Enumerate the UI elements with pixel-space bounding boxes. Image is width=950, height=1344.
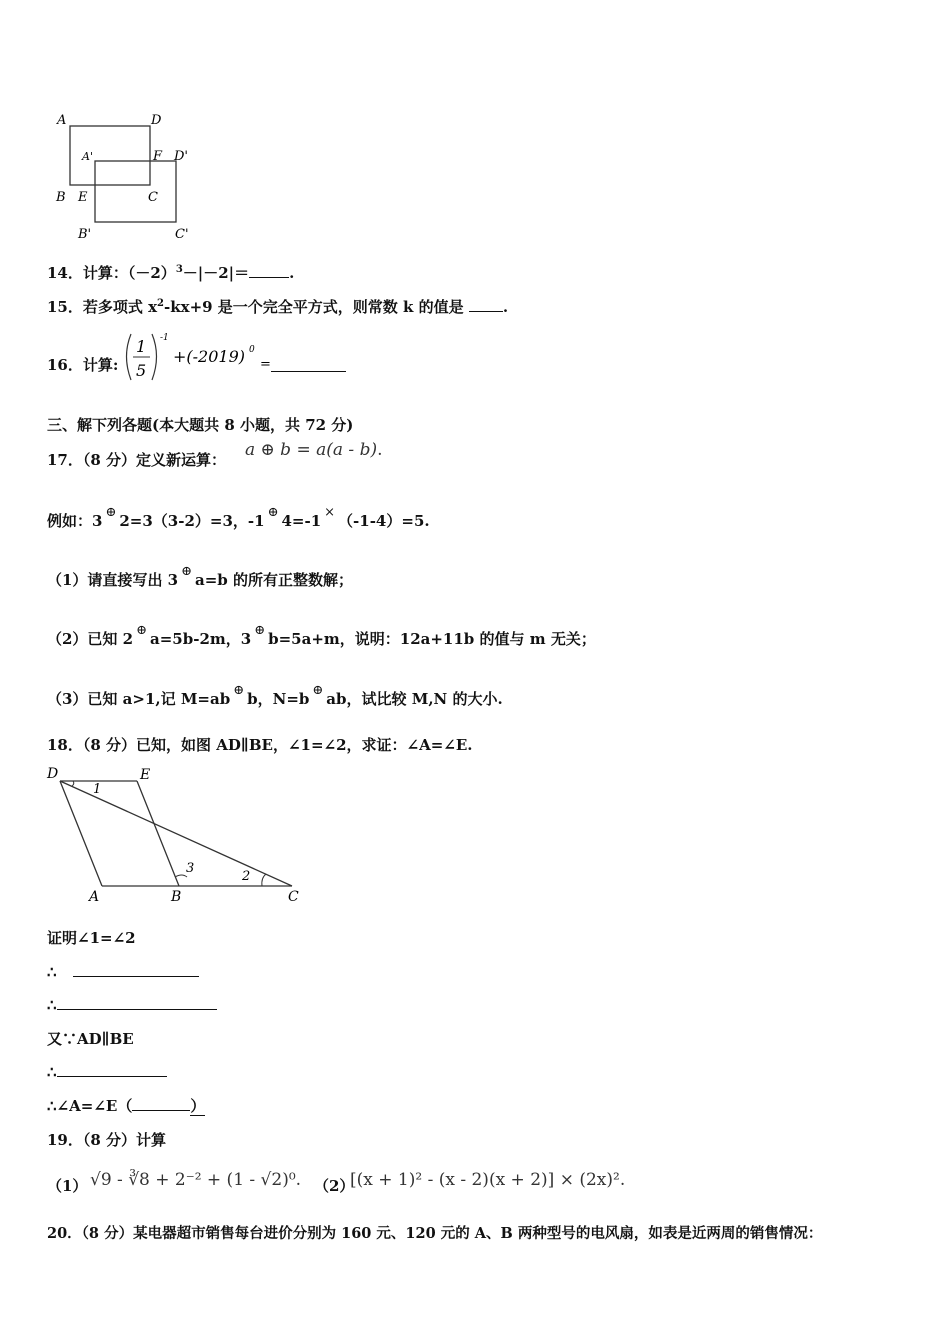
label-B: B	[171, 889, 182, 905]
label-A: A	[89, 889, 100, 905]
equals: =	[260, 357, 271, 372]
label-F: F	[153, 149, 163, 164]
label-C: C	[288, 889, 299, 905]
label-angle-1: 1	[93, 782, 102, 797]
oplus-icon: ⊕	[312, 683, 324, 698]
rect-a-prime	[95, 161, 176, 222]
q19-part1-label: （1）	[47, 1177, 88, 1195]
frac-numerator: 1	[136, 337, 147, 356]
exp-minus-one: -1	[160, 333, 169, 343]
proof-line-4: 又∵AD∥BE	[47, 1030, 134, 1048]
angle-2-arc	[262, 874, 266, 886]
q17-part3: （3）已知 a>1,记 M=ab ⊕ b，N=b ⊕ ab，试比较 M,N 的大小.	[47, 683, 503, 708]
proof-line-1: 证明∠1=∠2	[47, 929, 136, 947]
label-C: C	[148, 190, 158, 205]
times-icon: ×	[324, 505, 336, 520]
question-15: 15．若多项式 $x^2-kx+9$ 是一个完全平方式，则常数 k 的值是 .	[47, 298, 509, 316]
proof-blank[interactable]	[57, 995, 217, 1010]
proof-line-3: ∴	[47, 995, 217, 1014]
answer-blank[interactable]	[469, 297, 503, 312]
label-B: B	[56, 190, 66, 205]
q17-example: 例如：3 ⊕ 2=3（3-2）=3，-1 ⊕ 4=-1 × （-1-4）=5.	[47, 505, 430, 530]
angle-1-arc	[72, 781, 74, 786]
q17-part2: （2）已知 2 ⊕ a=5b-2m，3 ⊕ b=5a+m，说明：12a+11b 的值与 m 无关；	[47, 623, 596, 648]
question-16: 16．计算:	[47, 356, 119, 374]
question-14: 14．计算：$(-2)^3-|-2|=$ .	[47, 264, 295, 282]
question-19-head: 19．（8 分）计算	[47, 1131, 167, 1149]
question-20-head: 20．（8 分）某电器超市销售每台进价分别为 160 元、120 元的 A、B 两种型号的电风扇，如表是近两周的销售情况：	[47, 1225, 823, 1242]
label-D: D	[47, 766, 59, 782]
q19-part2-label: （2）	[314, 1177, 355, 1195]
label-D: D	[151, 113, 162, 128]
oplus-icon: ⊕	[233, 683, 245, 698]
segment-EB	[137, 781, 179, 886]
q17-formula: a ⊕ b = a(a - b).	[245, 440, 383, 460]
oplus-icon: ⊕	[267, 505, 279, 520]
q19-part2-expr: [(x + 1)² - (x - 2)(x + 2)] × (2x)².	[350, 1170, 626, 1190]
label-E: E	[140, 767, 151, 783]
label-angle-2: 2	[242, 869, 251, 884]
answer-blank[interactable]	[249, 263, 289, 278]
proof-line-2: ∴	[47, 962, 199, 981]
proof-line-6: ∴∠A=∠E（ ）	[47, 1097, 206, 1115]
proof-blank[interactable]	[57, 1062, 167, 1077]
q16-formula	[118, 328, 278, 386]
label-E: E	[78, 190, 88, 205]
label-B-prime: B'	[78, 227, 92, 242]
label-A-prime: A'	[82, 150, 93, 163]
proof-line-5: ∴	[47, 1062, 167, 1081]
left-paren	[127, 334, 132, 380]
label-C-prime: C'	[175, 227, 189, 242]
question-18-head: 18．（8 分）已知，如图 AD∥BE，∠1=∠2，求证：∠A=∠E.	[47, 736, 473, 754]
oplus-icon: ⊕	[136, 623, 148, 638]
answer-blank-16[interactable]	[271, 357, 346, 372]
label-angle-3: 3	[186, 861, 195, 876]
plus-term: +(-2019)	[173, 347, 246, 366]
exp-zero: 0	[249, 345, 255, 355]
reason-blank[interactable]	[132, 1096, 190, 1111]
label-D-prime: D'	[174, 149, 188, 164]
oplus-icon: ⊕	[105, 505, 117, 520]
q19-part1-expr: √9 - ∛8 + 2⁻² + (1 - √2)⁰.	[90, 1170, 302, 1190]
rectangles-figure	[50, 108, 210, 243]
section-3-title: 三、解下列各题(本大题共 8 小题，共 72 分)	[47, 416, 354, 434]
parallel-figure	[40, 760, 310, 910]
oplus-icon: ⊕	[254, 623, 266, 638]
proof-blank[interactable]	[73, 962, 199, 977]
q17-part1: （1）请直接写出 3 ⊕ a=b 的所有正整数解；	[47, 564, 354, 589]
label-A: A	[57, 113, 67, 128]
oplus-icon: ⊕	[181, 564, 193, 579]
right-paren	[152, 334, 157, 380]
question-17-head: 17．（8 分）定义新运算：	[47, 451, 227, 469]
frac-denominator: 5	[136, 361, 147, 380]
